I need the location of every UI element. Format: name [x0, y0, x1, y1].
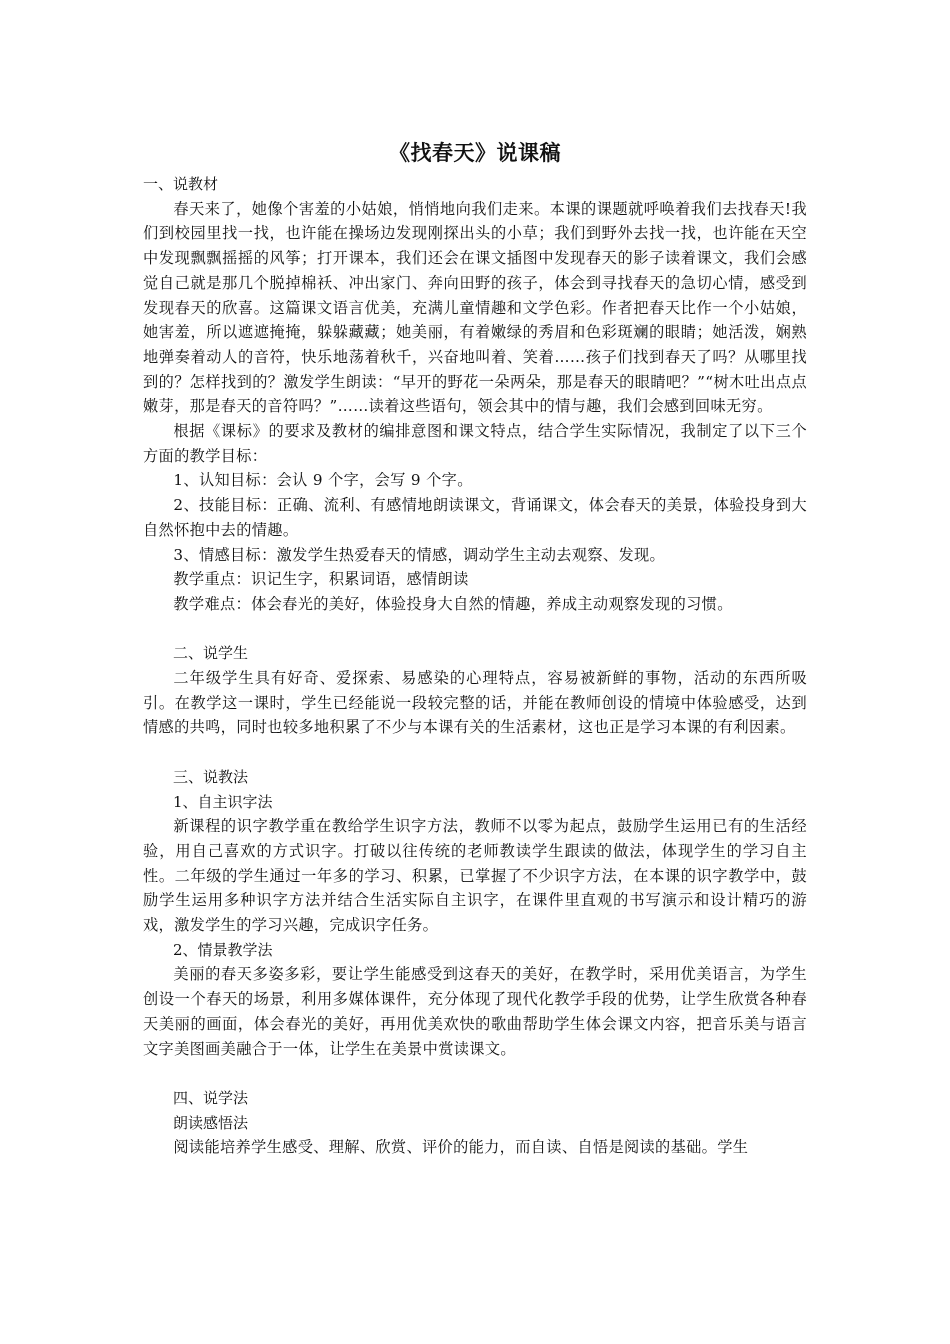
subheading-situational-teaching: 2、情景教学法: [173, 940, 273, 959]
section-heading-learning-methods: 四、说学法: [173, 1088, 249, 1107]
section-heading-teaching-material: 一、说教材: [143, 175, 219, 193]
teaching-key-point: 教学重点：识记生字，积累词语，感情朗读: [173, 570, 469, 589]
spacer: [143, 740, 807, 765]
document-page: [143, 138, 807, 1160]
section-heading-teaching-methods: 三、说教法: [173, 767, 249, 786]
paragraph-goals-intro: 根据《课标》的要求及教材的编排意图和课文特点，结合学生实际情况，我制定了以下三个方面的教学目标：: [143, 422, 807, 465]
spacer: [143, 617, 807, 642]
subheading-self-literacy: 1、自主识字法: [173, 792, 273, 811]
paragraph-students: 二年级学生具有好奇、爱探索、易感染的心理特点，容易被新鲜的事物，活动的东西所吸引。在教学这一课时，学生已经能说一段较完整的话，并能在教师创设的情境中体验感受，达到情感的共鸣，同时也较多地积累了不少与本课有关的生活素材，这也正是学习本课的有利因素。: [143, 669, 807, 737]
goal-skill: 2、技能目标：正确、流利、有感情地朗读课文，背诵课文，体会春天的美景，体验投身到大自然怀抱中去的情趣。: [143, 496, 807, 539]
document-title: 《找春天》说课稿: [389, 140, 561, 165]
spacer: [143, 1061, 807, 1086]
section-heading-students: 二、说学生: [173, 644, 249, 663]
subheading-reading-comprehension: 朗读感悟法: [173, 1113, 249, 1132]
paragraph-situational-teaching: 美丽的春天多姿多彩，要让学生能感受到这春天的美好，在教学时，采用优美语言，为学生创设一个春天的场景，利用多媒体课件，充分体现了现代化教学手段的优势，让学生欣赏各种春天美丽的画面，体会春光的美好，再用优美欢快的歌曲帮助学生体会课文内容，把音乐美与语言文字美图画美融合于一体，让学生在美景中赏读课文。: [143, 965, 807, 1058]
paragraph-reading-comprehension: 阅读能培养学生感受、理解、欣赏、评价的能力，而自读、自悟是阅读的基础。学生: [173, 1138, 749, 1157]
teaching-difficulty: 教学难点：体会春光的美好，体验投身大自然的情趣，养成主动观察发现的习惯。: [173, 594, 733, 613]
paragraph-self-literacy: 新课程的识字教学重在教给学生识字方法，教师不以零为起点，鼓励学生运用已有的生活经验，用自己喜欢的方式识字。打破以往传统的老师教读学生跟读的做法，体现学生的学习自主性。二年级的学生通过一年多的学习、积累，已掌握了不少识字方法，在本课的识字教学中，鼓励学生运用多种识字方法并结合生活实际自主识字，在课件里直观的书写演示和设计精巧的游戏，激发学生的学习兴趣，完成识字任务。: [143, 817, 807, 935]
paragraph-material-intro: 春天来了，她像个害羞的小姑娘，悄悄地向我们走来。本课的课题就呼唤着我们去找春天!我们到校园里找一找，也许能在操场边发现刚探出头的小草；我们到野外去找一找，也许能在天空中发现飘飘摇摇的风筝；打开课本，我们还会在课文插图中发现春天的影子读着课文，我们会感觉自己就是那几个脱掉棉袄、冲出家门、奔向田野的孩子，体会到寻找春天的急切心情，感受到发现春天的欣喜。这篇课文语言优美，充满儿童情趣和文学色彩。作者把春天比作一个小姑娘，她害羞，所以遮遮掩掩，躲躲藏藏；她美丽，有着嫩绿的秀眉和色彩斑斓的眼睛；她活泼，娴熟地弹奏着动人的音符，快乐地荡着秋千，兴奋地叫着、笑着……孩子们找到春天了吗？从哪里找到的？怎样找到的？激发学生朗读：“早开的野花一朵两朵，那是春天的眼睛吧？”“树木吐出点点嫩芽，那是春天的音符吗？”……读着这些语句，领会其中的情与趣，我们会感到回味无穷。: [143, 199, 807, 416]
goal-cognitive: 1、认知目标：会认 9 个字，会写 9 个字。: [173, 471, 473, 490]
goal-emotion: 3、情感目标：激发学生热爱春天的情感，调动学生主动去观察、发现。: [173, 545, 666, 564]
